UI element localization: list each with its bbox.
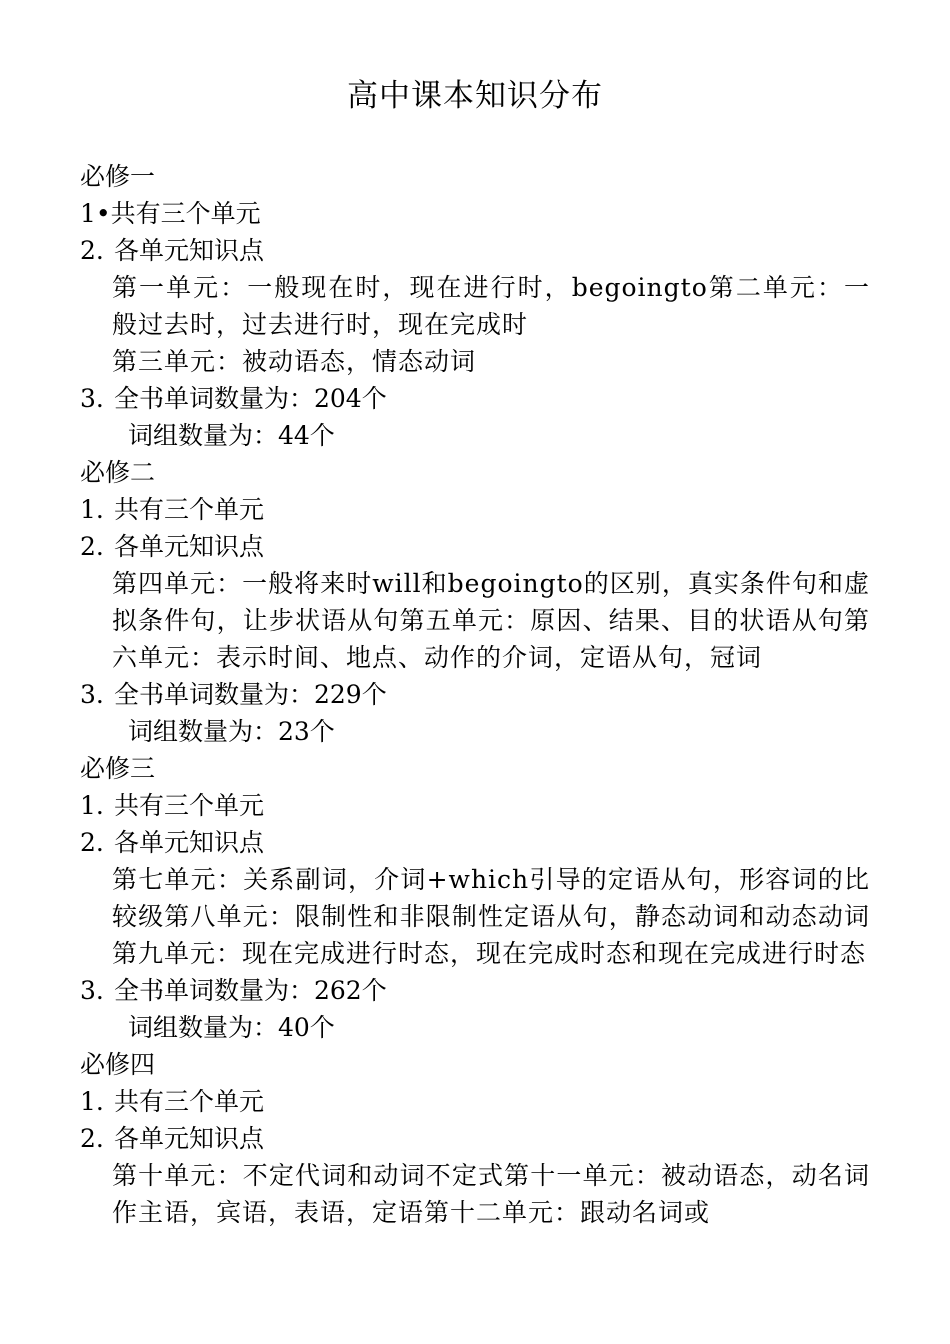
list-text: 共有三个单元 bbox=[110, 199, 261, 228]
list-text: 全书单词数量为：229个 bbox=[114, 680, 387, 709]
list-number: 2. bbox=[80, 1124, 104, 1153]
list-number: 2. bbox=[80, 532, 104, 561]
list-item bbox=[80, 787, 870, 824]
units-paragraph: 第四单元：一般将来时will和begoingto的区别，真实条件句和虚拟条件句，让步状语从句第五单元：原因、结果、目的状语从句第六单元：表示时间、地点、动作的介词，定语从句，冠词 bbox=[112, 569, 870, 672]
book-heading: 必修四 bbox=[80, 1050, 156, 1079]
book-heading: 必修三 bbox=[80, 754, 156, 783]
list-item bbox=[80, 1083, 870, 1120]
list-number: 3. bbox=[80, 680, 104, 709]
phrase-count: 词组数量为：44个 bbox=[128, 421, 335, 450]
units-paragraph: 第十单元：不定代词和动词不定式第十一单元：被动语态，动名词作主语，宾语，表语，定语第十二单元：跟动名词或 bbox=[112, 1161, 870, 1227]
list-text: 各单元知识点 bbox=[114, 1124, 265, 1153]
list-number: 3. bbox=[80, 976, 104, 1005]
list-number: 2. bbox=[80, 236, 104, 265]
list-text: 全书单词数量为：262个 bbox=[114, 976, 387, 1005]
list-text: 共有三个单元 bbox=[114, 791, 265, 820]
list-item bbox=[80, 491, 870, 528]
document-title: 高中课本知识分布 bbox=[347, 78, 603, 114]
list-number: 2. bbox=[80, 828, 104, 857]
list-item bbox=[80, 380, 870, 417]
list-text: 各单元知识点 bbox=[114, 236, 265, 265]
list-item bbox=[80, 195, 870, 232]
book-heading: 必修二 bbox=[80, 458, 156, 487]
phrase-count: 词组数量为：40个 bbox=[128, 1013, 335, 1042]
list-text: 各单元知识点 bbox=[114, 828, 265, 857]
list-item bbox=[80, 676, 870, 713]
units-paragraph: 第七单元：关系副词，介词+which引导的定语从句，形容词的比较级第八单元：限制性和非限制性定语从句，静态动词和动态动词第九单元：现在完成进行时态，现在完成时态和现在完成进行时态 bbox=[112, 865, 870, 968]
book-heading: 必修一 bbox=[80, 162, 156, 191]
list-item bbox=[80, 824, 870, 861]
units-paragraph: 第一单元：一般现在时，现在进行时，begoingto第二单元：一般过去时，过去进行时，现在完成时 bbox=[112, 273, 870, 339]
list-number: 1. bbox=[80, 495, 104, 524]
list-number: 1• bbox=[80, 199, 111, 228]
list-item bbox=[80, 1120, 870, 1157]
phrase-count: 词组数量为：23个 bbox=[128, 717, 335, 746]
list-text: 共有三个单元 bbox=[114, 495, 265, 524]
document-body bbox=[80, 158, 870, 1231]
list-item bbox=[80, 232, 870, 269]
list-text: 共有三个单元 bbox=[114, 1087, 265, 1116]
list-item bbox=[80, 972, 870, 1009]
list-number: 1. bbox=[80, 1087, 104, 1116]
list-text: 各单元知识点 bbox=[114, 532, 265, 561]
list-item bbox=[80, 528, 870, 565]
list-number: 1. bbox=[80, 791, 104, 820]
list-number: 3. bbox=[80, 384, 104, 413]
list-text: 全书单词数量为：204个 bbox=[114, 384, 387, 413]
units-paragraph: 第三单元：被动语态，情态动词 bbox=[112, 347, 477, 376]
